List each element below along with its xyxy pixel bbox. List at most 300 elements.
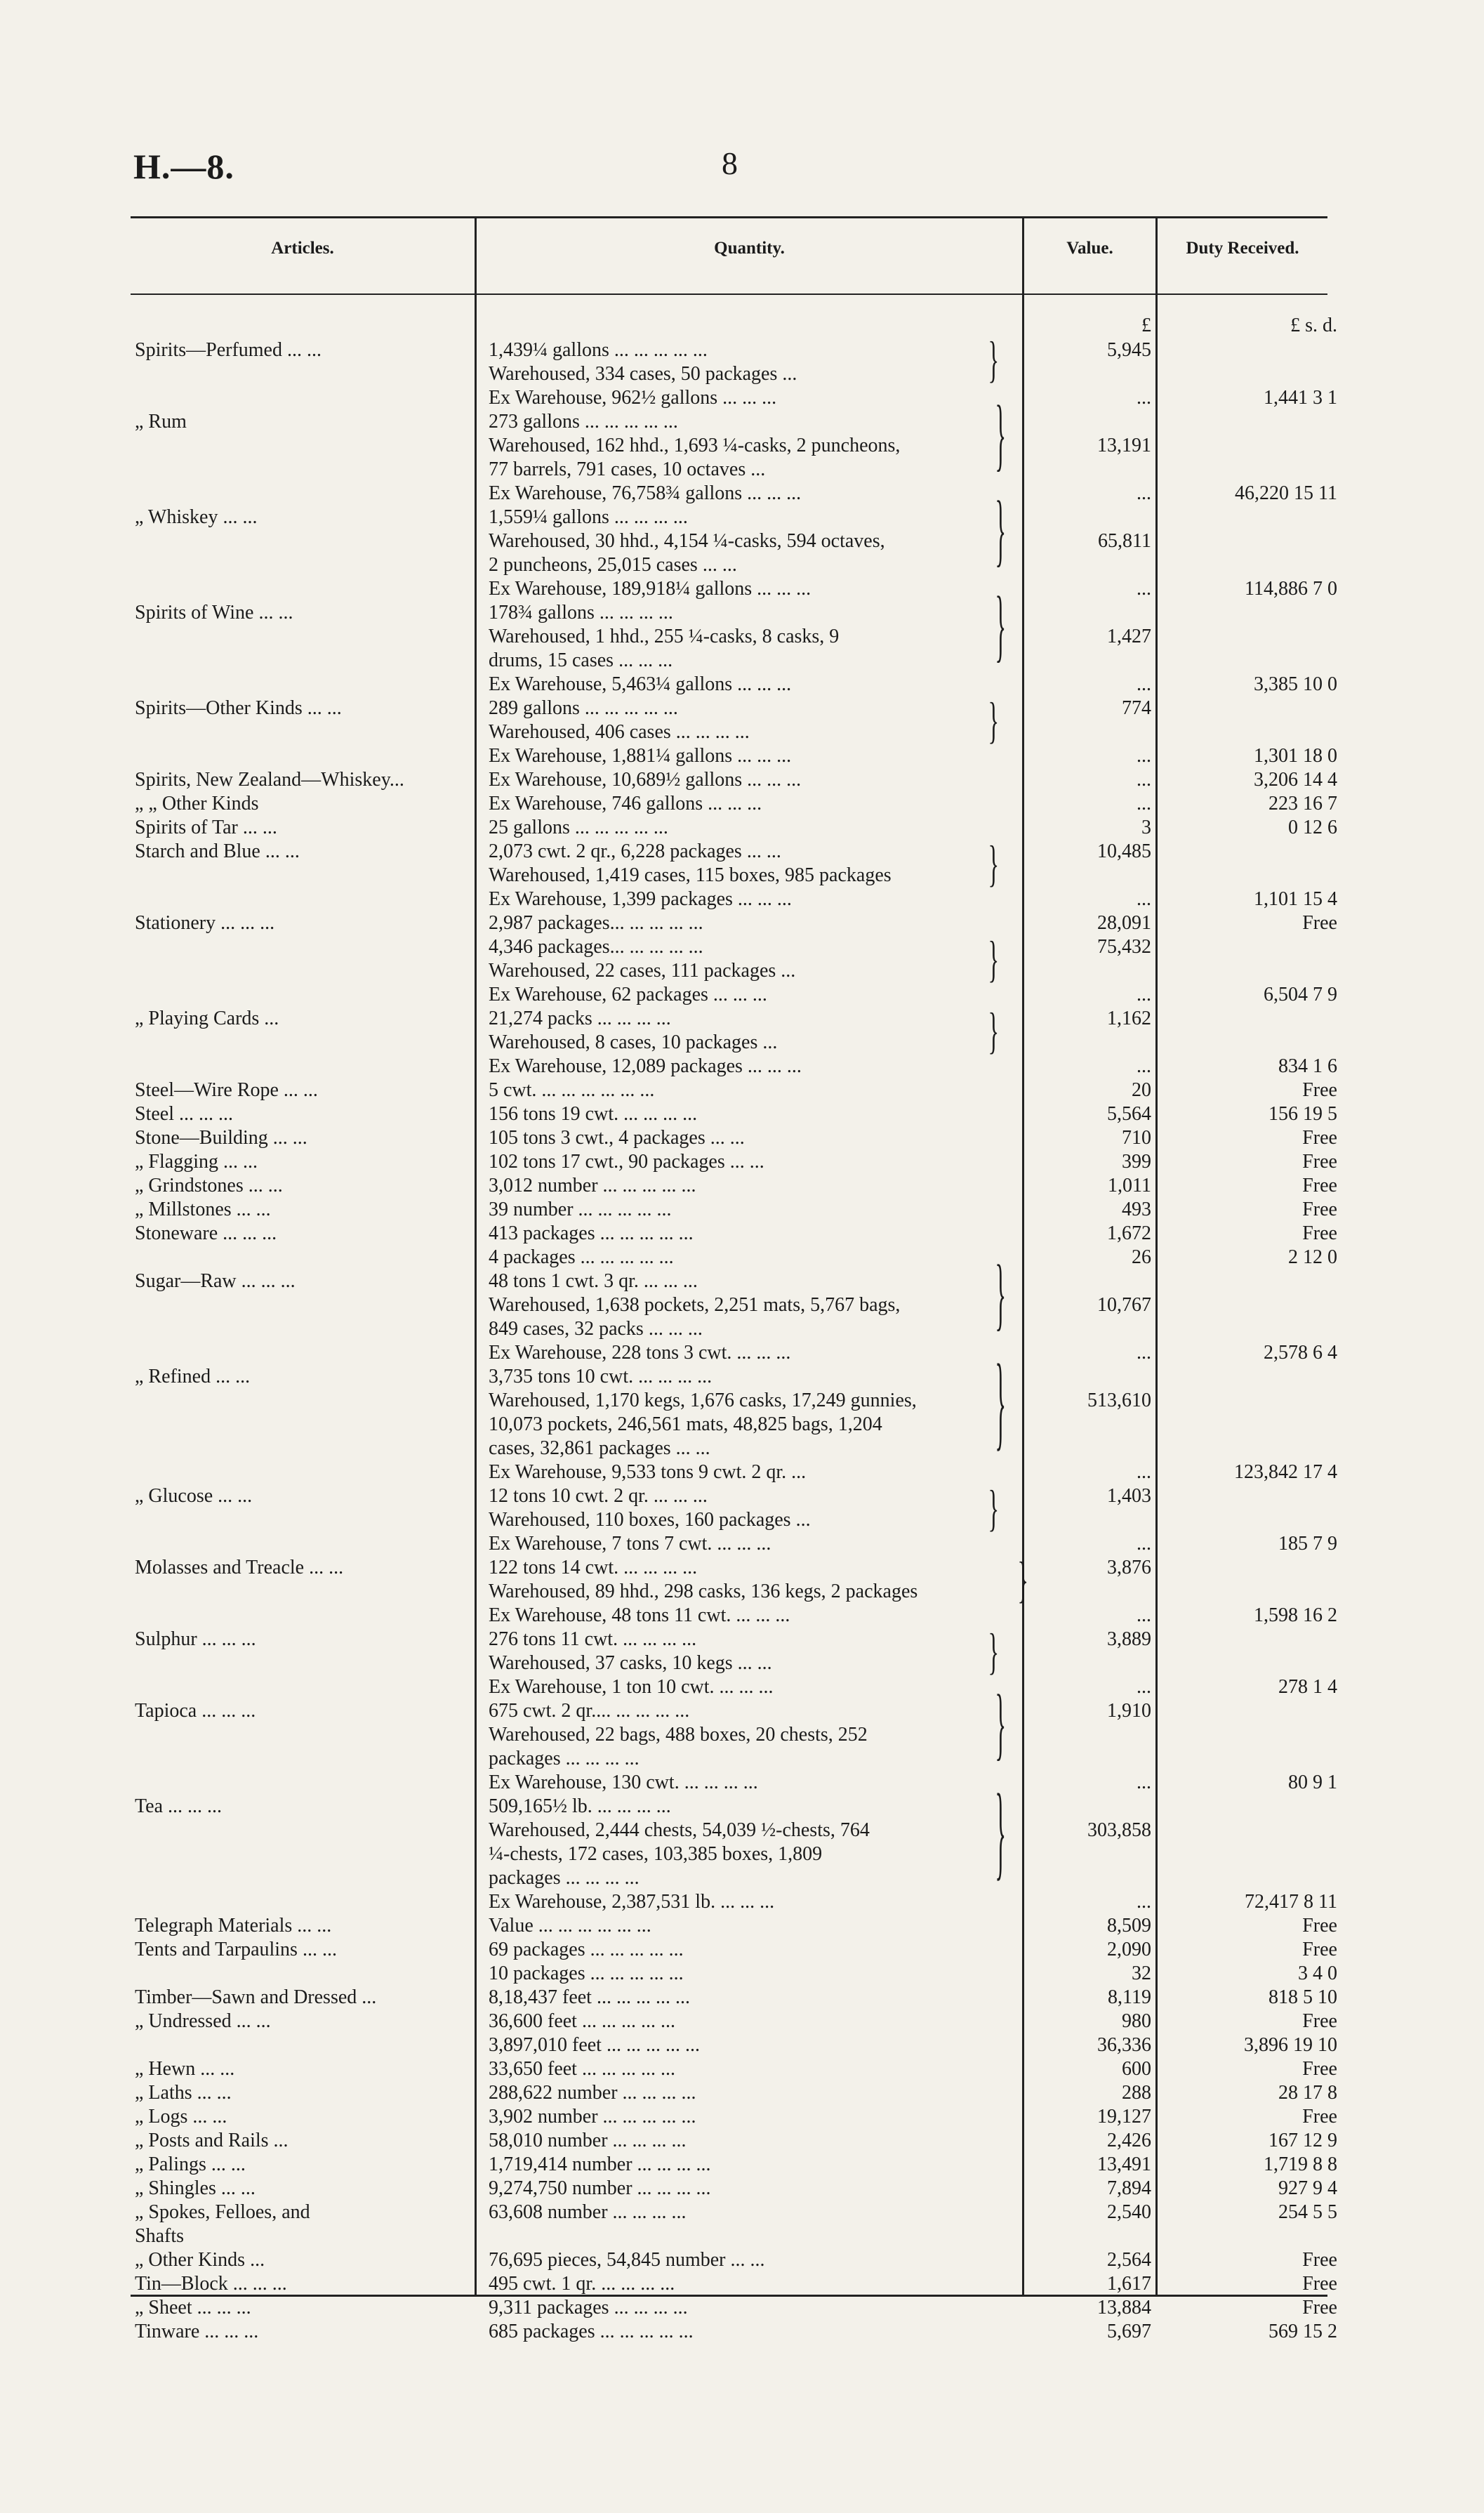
col-header-value: Value. <box>1066 239 1113 258</box>
table-row <box>0 458 1484 482</box>
duty-cell: 114,886 7 0 <box>1245 578 1337 600</box>
value-cell: 3,876 <box>1107 1557 1151 1578</box>
value-cell: 7,894 <box>1107 2177 1151 2199</box>
value-cell: 8,509 <box>1107 1915 1151 1937</box>
article-cell: „ Undressed ... ... <box>135 2010 271 2032</box>
value-cell: 980 <box>1122 2010 1151 2032</box>
table-row <box>0 935 1484 959</box>
duty-cell: Free <box>1302 1079 1337 1101</box>
quantity-cell: 156 tons 19 cwt. ... ... ... ... <box>489 1103 698 1125</box>
table-row <box>0 1747 1484 1771</box>
article-cell: Steel—Wire Rope ... ... <box>135 1079 318 1101</box>
value-cell: ... <box>1137 1342 1151 1364</box>
table-row <box>0 2320 1484 2344</box>
quantity-cell: 675 cwt. 2 qr.... ... ... ... ... <box>489 1700 690 1722</box>
quantity-cell: 48 tons 1 cwt. 3 qr. ... ... ... <box>489 1270 698 1292</box>
quantity-cell: 273 gallons ... ... ... ... ... <box>489 411 678 433</box>
quantity-cell: 1,719,414 number ... ... ... ... <box>489 2153 711 2175</box>
table-row <box>0 697 1484 720</box>
value-cell: 10,767 <box>1097 1294 1151 1316</box>
value-cell: 1,011 <box>1108 1175 1151 1196</box>
quantity-cell: 69 packages ... ... ... ... ... <box>489 1939 684 1960</box>
brace-sugar-raw: } <box>995 1248 1007 1338</box>
quantity-cell: Ex Warehouse, 962½ gallons ... ... ... <box>489 387 777 409</box>
table-row <box>0 983 1484 1007</box>
quantity-cell: 21,274 packs ... ... ... ... <box>489 1008 671 1029</box>
duty-cell: 3,896 19 10 <box>1244 2034 1337 2056</box>
table-row <box>0 625 1484 649</box>
quantity-cell: drums, 15 cases ... ... ... <box>489 649 673 671</box>
table-row <box>0 816 1484 840</box>
value-cell: ... <box>1137 793 1151 814</box>
brace-other-spirits: } <box>988 692 1000 748</box>
quantity-cell: Ex Warehouse, 76,758¾ gallons ... ... ... <box>489 482 802 504</box>
value-cell: 19,127 <box>1097 2106 1151 2128</box>
table-row <box>0 1317 1484 1341</box>
quantity-cell: Ex Warehouse, 7 tons 7 cwt. ... ... ... <box>489 1533 771 1555</box>
duty-cell: Free <box>1302 1199 1337 1220</box>
table-header-rule <box>131 293 1327 295</box>
table-row <box>0 911 1484 935</box>
brace-starch: } <box>988 836 1000 892</box>
table-row <box>0 1102 1484 1126</box>
quantity-cell: 685 packages ... ... ... ... ... <box>489 2321 694 2342</box>
table-row <box>0 434 1484 458</box>
value-cell: 710 <box>1122 1127 1151 1149</box>
table-row <box>0 386 1484 410</box>
quantity-cell: 8,18,437 feet ... ... ... ... ... <box>489 1986 690 2008</box>
quantity-cell: Ex Warehouse, 189,918¼ gallons ... ... ... <box>489 578 811 600</box>
table-row <box>0 744 1484 768</box>
quantity-cell: 276 tons 11 cwt. ... ... ... ... <box>489 1628 697 1650</box>
value-cell: 1,427 <box>1107 626 1151 647</box>
value-cell: 5,945 <box>1107 339 1151 361</box>
quantity-cell: 58,010 number ... ... ... ... <box>489 2130 687 2151</box>
duty-cell: 0 12 6 <box>1288 817 1337 838</box>
article-cell: Spirits of Tar ... ... <box>135 817 277 838</box>
duty-cell: 254 5 5 <box>1278 2201 1337 2223</box>
table-row <box>0 1651 1484 1675</box>
quantity-cell: 3,902 number ... ... ... ... ... <box>489 2106 696 2128</box>
article-cell: Sugar—Raw ... ... ... <box>135 1270 296 1292</box>
quantity-cell: Ex Warehouse, 130 cwt. ... ... ... ... <box>489 1772 758 1793</box>
table-row <box>0 1126 1484 1150</box>
table-row <box>0 1556 1484 1580</box>
col-header-quantity: Quantity. <box>714 239 785 258</box>
unit-row <box>0 314 1484 338</box>
quantity-cell: 36,600 feet ... ... ... ... ... <box>489 2010 675 2032</box>
value-cell: 26 <box>1132 1246 1151 1268</box>
duty-cell: Free <box>1302 1175 1337 1196</box>
duty-cell: 3 4 0 <box>1298 1963 1337 1984</box>
table-row <box>0 2248 1484 2272</box>
duty-cell: 3,206 14 4 <box>1254 769 1337 791</box>
value-cell: 2,426 <box>1107 2130 1151 2151</box>
quantity-cell: Ex Warehouse, 10,689½ gallons ... ... ... <box>489 769 802 791</box>
table-row <box>0 553 1484 577</box>
quantity-cell: 1,559¼ gallons ... ... ... ... <box>489 506 688 528</box>
table-row <box>0 2224 1484 2248</box>
table-row <box>0 1389 1484 1413</box>
quantity-cell: Warehoused, 1 hhd., 255 ¼-casks, 8 casks, 9 <box>489 626 840 647</box>
table-row <box>0 1341 1484 1365</box>
quantity-cell: 509,165½ lb. ... ... ... ... <box>489 1795 671 1817</box>
table-row <box>0 768 1484 792</box>
quantity-cell: 10 packages ... ... ... ... ... <box>489 1963 684 1984</box>
duty-cell: 569 15 2 <box>1268 2321 1337 2342</box>
table-row <box>0 1484 1484 1508</box>
quantity-cell: 122 tons 14 cwt. ... ... ... ... <box>489 1557 698 1578</box>
article-cell: Sulphur ... ... ... <box>135 1628 256 1650</box>
table-row <box>0 1986 1484 2010</box>
quantity-cell: 3,735 tons 10 cwt. ... ... ... ... <box>489 1366 713 1387</box>
table-row <box>0 1269 1484 1293</box>
brace-sugar-refined: } <box>995 1343 1007 1460</box>
article-cell: „ Sheet ... ... ... <box>135 2297 251 2319</box>
article-cell: Shafts <box>135 2225 184 2247</box>
article-cell: Starch and Blue ... ... <box>135 840 300 862</box>
value-cell: 1,617 <box>1107 2273 1151 2295</box>
table-row <box>0 529 1484 553</box>
article-cell: „ „ Other Kinds <box>135 793 259 814</box>
duty-cell: Free <box>1302 1151 1337 1173</box>
value-cell: 8,119 <box>1108 1986 1151 2008</box>
duty-cell: 72,417 8 11 <box>1245 1891 1337 1913</box>
table-row <box>0 1890 1484 1914</box>
value-cell: 493 <box>1122 1199 1151 1220</box>
quantity-cell: Ex Warehouse, 48 tons 11 cwt. ... ... ... <box>489 1604 790 1626</box>
table-row <box>0 2272 1484 2296</box>
table-row <box>0 362 1484 386</box>
table-row <box>0 1150 1484 1174</box>
article-cell: „ Refined ... ... <box>135 1366 251 1387</box>
quantity-cell: 1,439¼ gallons ... ... ... ... ... <box>489 339 708 361</box>
duty-cell: Free <box>1302 1222 1337 1244</box>
table-row <box>0 338 1484 362</box>
article-cell: „ Flagging ... ... <box>135 1151 258 1173</box>
table-row <box>0 2081 1484 2105</box>
value-cell: 36,336 <box>1097 2034 1151 2056</box>
table-row <box>0 506 1484 529</box>
article-cell: „ Glucose ... ... <box>135 1485 253 1507</box>
quantity-cell: 288,622 number ... ... ... ... <box>489 2082 696 2104</box>
table-row <box>0 2033 1484 2057</box>
quantity-cell: packages ... ... ... ... <box>489 1867 640 1889</box>
quantity-cell: Warehoused, 110 boxes, 160 packages ... <box>489 1509 811 1531</box>
value-cell: 28,091 <box>1097 912 1151 934</box>
duty-cell: 1,598 16 2 <box>1254 1604 1337 1626</box>
article-cell: Tinware ... ... ... <box>135 2321 259 2342</box>
brace-sulphur: } <box>988 1623 1000 1680</box>
value-cell: ... <box>1137 482 1151 504</box>
article-cell: „ Other Kinds ... <box>135 2249 265 2271</box>
article-cell: „ Hewn ... ... <box>135 2058 235 2080</box>
quantity-cell: 39 number ... ... ... ... ... <box>489 1199 672 1220</box>
table-row <box>0 1675 1484 1699</box>
table-row <box>0 1437 1484 1460</box>
article-cell: „ Playing Cards ... <box>135 1008 279 1029</box>
value-cell: ... <box>1137 1604 1151 1626</box>
brace-stationery: } <box>988 931 1000 987</box>
quantity-cell: 12 tons 10 cwt. 2 qr. ... ... ... <box>489 1485 708 1507</box>
table-row <box>0 2201 1484 2224</box>
quantity-cell: ¼-chests, 172 cases, 103,385 boxes, 1,809 <box>489 1843 823 1865</box>
quantity-cell: 10,073 pockets, 246,561 mats, 48,825 bags, 1,204 <box>489 1413 882 1435</box>
article-cell: „ Rum <box>135 411 187 433</box>
quantity-cell: Warehoused, 89 hhd., 298 casks, 136 kegs, 2 packages <box>489 1581 918 1602</box>
quantity-cell: Warehoused, 22 cases, 111 packages ... <box>489 960 796 982</box>
value-cell: 20 <box>1132 1079 1151 1101</box>
quantity-cell: Warehoused, 406 cases ... ... ... ... <box>489 721 750 743</box>
value-cell: 1,910 <box>1107 1700 1151 1722</box>
quantity-cell: 495 cwt. 1 qr. ... ... ... ... <box>489 2273 675 2295</box>
quantity-cell: packages ... ... ... ... <box>489 1748 640 1769</box>
quantity-cell: 105 tons 3 cwt., 4 packages ... ... <box>489 1127 745 1149</box>
quantity-cell: 102 tons 17 cwt., 90 packages ... ... <box>489 1151 764 1173</box>
value-cell: ... <box>1137 888 1151 910</box>
quantity-cell: 4,346 packages... ... ... ... ... <box>489 936 703 958</box>
table-row <box>0 1914 1484 1938</box>
quantity-cell: Value ... ... ... ... ... ... <box>489 1915 651 1937</box>
table-row <box>0 1508 1484 1532</box>
table-row <box>0 1198 1484 1222</box>
quantity-cell: 5 cwt. ... ... ... ... ... ... <box>489 1079 655 1101</box>
quantity-cell: 3,897,010 feet ... ... ... ... ... <box>489 2034 700 2056</box>
table-row <box>0 1604 1484 1628</box>
quantity-cell: Ex Warehouse, 1 ton 10 cwt. ... ... ... <box>489 1676 774 1698</box>
brace-tapioca: } <box>995 1678 1007 1768</box>
doc-ref: H.—8. <box>133 147 234 186</box>
table-row <box>0 720 1484 744</box>
quantity-cell: Ex Warehouse, 5,463¼ gallons ... ... ... <box>489 673 792 695</box>
quantity-cell: 76,695 pieces, 54,845 number ... ... <box>489 2249 765 2271</box>
quantity-cell: 25 gallons ... ... ... ... ... <box>489 817 668 838</box>
quantity-cell: Ex Warehouse, 62 packages ... ... ... <box>489 984 767 1005</box>
brace-tea: } <box>995 1772 1007 1890</box>
value-cell: 13,491 <box>1097 2153 1151 2175</box>
table-row <box>0 1293 1484 1317</box>
value-cell: 1,672 <box>1107 1222 1151 1244</box>
value-cell: ... <box>1137 1676 1151 1698</box>
table-row <box>0 864 1484 888</box>
duty-cell: 6,504 7 9 <box>1264 984 1337 1005</box>
article-cell: „ Logs ... ... <box>135 2106 227 2128</box>
article-cell: „ Palings ... ... <box>135 2153 246 2175</box>
table-row <box>0 673 1484 697</box>
value-cell: ... <box>1137 1772 1151 1793</box>
duty-cell: 927 9 4 <box>1278 2177 1337 2199</box>
quantity-cell: 413 packages ... ... ... ... ... <box>489 1222 694 1244</box>
brace-molasses: } <box>1017 1552 1029 1608</box>
table-row <box>0 1795 1484 1819</box>
quantity-cell: 33,650 feet ... ... ... ... ... <box>489 2058 675 2080</box>
table-top-rule <box>131 216 1327 218</box>
table-row <box>0 1628 1484 1651</box>
table-row <box>0 601 1484 625</box>
table-row <box>0 2105 1484 2129</box>
value-cell: 5,697 <box>1107 2321 1151 2342</box>
value-cell: 1,403 <box>1107 1485 1151 1507</box>
quantity-cell: 77 barrels, 791 cases, 10 octaves ... <box>489 459 766 480</box>
value-cell: 774 <box>1122 697 1151 719</box>
table-row <box>0 482 1484 506</box>
article-cell: Spirits—Perfumed ... ... <box>135 339 322 361</box>
value-cell: ... <box>1137 1533 1151 1555</box>
duty-cell: 2 12 0 <box>1288 1246 1337 1268</box>
table-row <box>0 2129 1484 2153</box>
duty-cell: 834 1 6 <box>1278 1055 1337 1077</box>
table-row <box>0 649 1484 673</box>
value-cell: ... <box>1137 578 1151 600</box>
article-cell: Tents and Tarpaulins ... ... <box>135 1939 337 1960</box>
article-cell: Steel ... ... ... <box>135 1103 233 1125</box>
table-row <box>0 1055 1484 1079</box>
quantity-cell: Ex Warehouse, 1,399 packages ... ... ... <box>489 888 792 910</box>
value-cell: 3,889 <box>1107 1628 1151 1650</box>
duty-cell: 278 1 4 <box>1278 1676 1337 1698</box>
duty-cell: 167 12 9 <box>1268 2130 1337 2151</box>
table-row <box>0 888 1484 911</box>
table-row <box>0 1079 1484 1102</box>
table-row <box>0 1246 1484 1269</box>
page-number: 8 <box>722 145 738 181</box>
article-cell: Molasses and Treacle ... ... <box>135 1557 344 1578</box>
duty-cell: 156 19 5 <box>1268 1103 1337 1125</box>
quantity-cell: Warehoused, 334 cases, 50 packages ... <box>489 363 797 385</box>
table-row <box>0 1031 1484 1055</box>
duty-cell: Free <box>1302 2273 1337 2295</box>
duty-cell: 2,578 6 4 <box>1264 1342 1337 1364</box>
article-cell: Timber—Sawn and Dressed ... <box>135 1986 377 2008</box>
quantity-cell: 2 puncheons, 25,015 cases ... ... <box>489 554 737 576</box>
table-row <box>0 2153 1484 2177</box>
duty-cell: Free <box>1302 912 1337 934</box>
quantity-cell: Warehoused, 1,419 cases, 115 boxes, 985 packages <box>489 864 892 886</box>
table-row <box>0 1723 1484 1747</box>
duty-cell: Free <box>1302 1127 1337 1149</box>
duty-cell: 46,220 15 11 <box>1235 482 1337 504</box>
quantity-cell: 2,987 packages... ... ... ... ... <box>489 912 703 934</box>
duty-cell: Free <box>1302 2058 1337 2080</box>
table-row <box>0 1365 1484 1389</box>
value-cell: 5,564 <box>1107 1103 1151 1125</box>
article-cell: „ Spokes, Felloes, and <box>135 2201 310 2223</box>
duty-cell: 28 17 8 <box>1278 2082 1337 2104</box>
quantity-cell: Warehoused, 162 hhd., 1,693 ¼-casks, 2 puncheons, <box>489 435 901 456</box>
article-cell: Tapioca ... ... ... <box>135 1700 256 1722</box>
duty-cell: Free <box>1302 2010 1337 2032</box>
brace-rum: } <box>995 389 1007 479</box>
duty-cell: 1,301 18 0 <box>1254 745 1337 767</box>
table-row <box>0 1866 1484 1890</box>
value-cell: 32 <box>1132 1963 1151 1984</box>
article-cell: „ Laths ... ... <box>135 2082 232 2104</box>
value-cell: 13,191 <box>1097 435 1151 456</box>
duty-cell: Free <box>1302 1915 1337 1937</box>
article-cell: Spirits, New Zealand—Whiskey... <box>135 769 404 791</box>
quantity-cell: Warehoused, 1,170 kegs, 1,676 casks, 17,249 gunnies, <box>489 1390 917 1411</box>
quantity-cell: cases, 32,861 packages ... ... <box>489 1437 710 1459</box>
value-cell: 513,610 <box>1087 1390 1151 1411</box>
value-cell: 2,540 <box>1107 2201 1151 2223</box>
quantity-cell: Warehoused, 1,638 pockets, 2,251 mats, 5,767 bags, <box>489 1294 901 1316</box>
quantity-cell: Warehoused, 37 casks, 10 kegs ... ... <box>489 1652 772 1674</box>
duty-cell: 3,385 10 0 <box>1254 673 1337 695</box>
article-cell: Stationery ... ... ... <box>135 912 275 934</box>
value-cell: ... <box>1137 984 1151 1005</box>
article-cell: Stone—Building ... ... <box>135 1127 307 1149</box>
table-row <box>0 410 1484 434</box>
table-row <box>0 1580 1484 1604</box>
table-row <box>0 1771 1484 1795</box>
value-cell: 10,485 <box>1097 840 1151 862</box>
article-cell: „ Millstones ... ... <box>135 1199 271 1220</box>
table-row <box>0 2010 1484 2033</box>
brace-whiskey: } <box>995 484 1007 574</box>
value-cell: 75,432 <box>1097 936 1151 958</box>
duty-cell: 223 16 7 <box>1268 793 1337 814</box>
value-cell: ... <box>1137 387 1151 409</box>
value-cell: ... <box>1137 745 1151 767</box>
value-cell: 600 <box>1122 2058 1151 2080</box>
quantity-cell: Ex Warehouse, 9,533 tons 9 cwt. 2 qr. ... <box>489 1461 807 1483</box>
value-cell: ... <box>1137 1461 1151 1483</box>
duty-cell: Free <box>1302 2249 1337 2271</box>
article-cell: Spirits—Other Kinds ... ... <box>135 697 342 719</box>
article-cell: Tea ... ... ... <box>135 1795 223 1817</box>
duty-cell: 80 9 1 <box>1288 1772 1337 1793</box>
value-cell: 13,884 <box>1097 2297 1151 2319</box>
duty-cell: 1,441 3 1 <box>1264 387 1337 409</box>
table-row <box>0 577 1484 601</box>
table-row <box>0 1842 1484 1866</box>
table-row <box>0 1819 1484 1842</box>
unit-duty: £ s. d. <box>1290 315 1337 336</box>
table-row <box>0 2296 1484 2320</box>
quantity-cell: 9,274,750 number ... ... ... ... <box>489 2177 711 2199</box>
duty-cell: 123,842 17 4 <box>1234 1461 1337 1483</box>
table-row <box>0 1174 1484 1198</box>
quantity-cell: Ex Warehouse, 12,089 packages ... ... ... <box>489 1055 802 1077</box>
quantity-cell: 2,073 cwt. 2 qr., 6,228 packages ... ... <box>489 840 781 862</box>
article-cell: Spirits of Wine ... ... <box>135 602 293 624</box>
value-cell: 2,564 <box>1107 2249 1151 2271</box>
unit-value: £ <box>1141 315 1151 336</box>
brace-glucose: } <box>988 1480 1000 1536</box>
value-cell: 3 <box>1141 817 1151 838</box>
value-cell: 1,162 <box>1107 1008 1151 1029</box>
quantity-cell: Ex Warehouse, 746 gallons ... ... ... <box>489 793 762 814</box>
table-row <box>0 2177 1484 2201</box>
brace-playing-cards: } <box>988 1003 1000 1059</box>
value-cell: ... <box>1137 1055 1151 1077</box>
quantity-cell: Ex Warehouse, 228 tons 3 cwt. ... ... ... <box>489 1342 791 1364</box>
table-row <box>0 1222 1484 1246</box>
value-cell: 288 <box>1122 2082 1151 2104</box>
article-cell: Stoneware ... ... ... <box>135 1222 277 1244</box>
table-row <box>0 1413 1484 1437</box>
value-cell: ... <box>1137 769 1151 791</box>
quantity-cell: Warehoused, 8 cases, 10 packages ... <box>489 1031 778 1053</box>
duty-cell: Free <box>1302 1939 1337 1960</box>
article-cell: „ Shingles ... ... <box>135 2177 256 2199</box>
article-cell: „ Grindstones ... ... <box>135 1175 283 1196</box>
duty-cell: 185 7 9 <box>1278 1533 1337 1555</box>
quantity-cell: 289 gallons ... ... ... ... ... <box>489 697 678 719</box>
table-row <box>0 1460 1484 1484</box>
article-cell: „ Posts and Rails ... <box>135 2130 289 2151</box>
duty-cell: Free <box>1302 2106 1337 2128</box>
